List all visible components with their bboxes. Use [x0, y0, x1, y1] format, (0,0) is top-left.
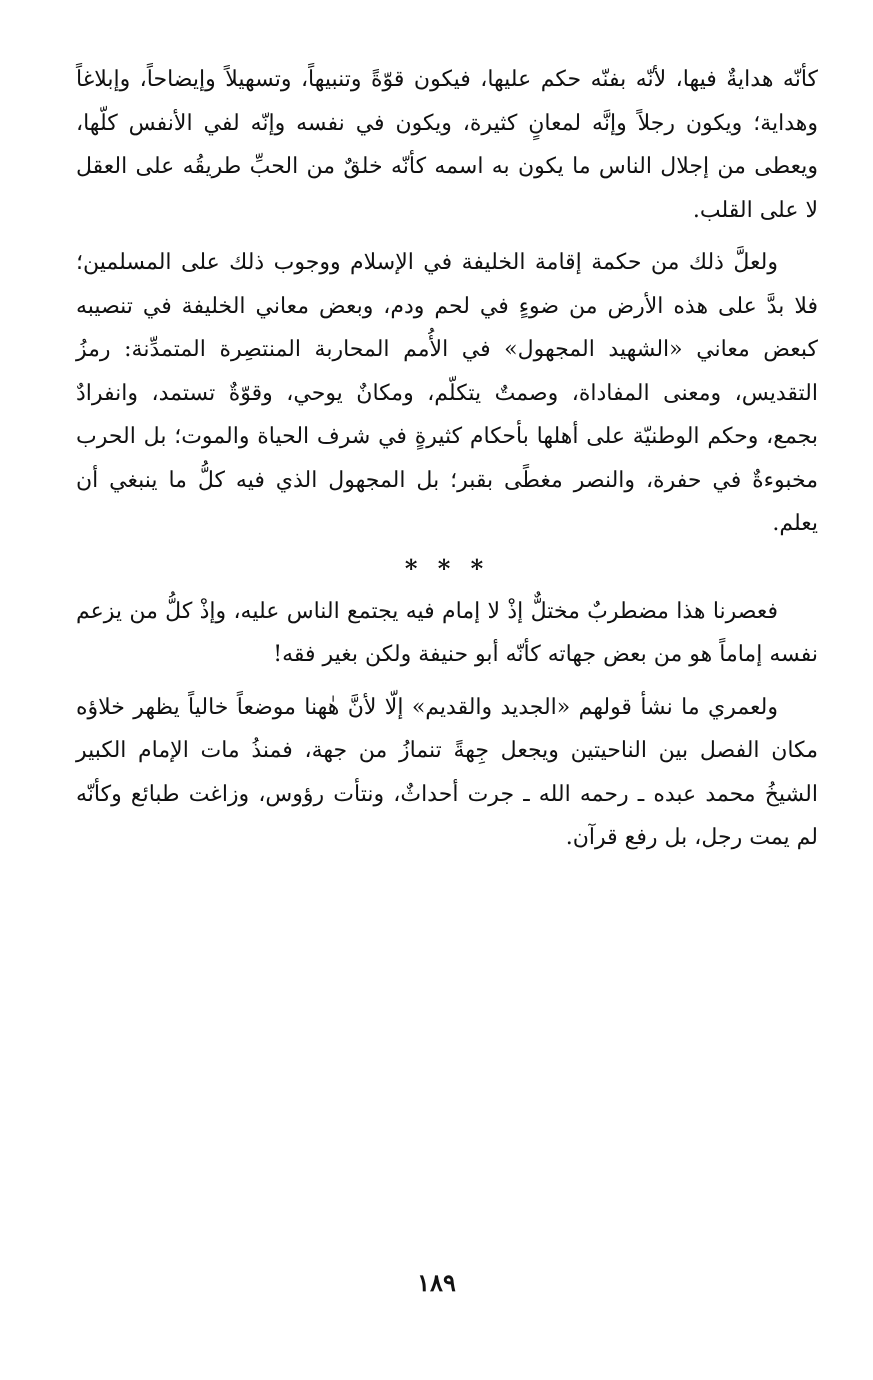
- paragraph-3: فعصرنا هذا مضطربٌ مختلٌّ إذْ لا إمام فيه يجتمع الناس عليه، وإذْ كلُّ من يزعم نفسه إماماً هو من بعض جهاته كأنّه أبو حنيفة ولكن بغير فقه!: [76, 598, 818, 667]
- paragraph-1: كأنّه هدايةٌ فيها، لأنّه بفنّه حكم عليها، فيكون قوّةً وتنبيهاً، وتسهيلاً وإيضاحاً، وإبلاغاً وهداية؛ ويكون رجلاً وإنَّه لمعانٍ كثيرة، ويكون في نفسه وإنّه لفي الأنفس كلّها، ويعطى من إجلال الناس ما يكون به اسمه كأنّه خلقٌ من الحبِّ طريقُه على العقل لا على القلب.: [76, 67, 818, 223]
- body-text: [76, 58, 818, 860]
- paragraph-4: ولعمري ما نشأ قولهم «الجديد والقديم» إلّا لأنَّ هٰهنا موضعاً خالياً يظهر خلاؤه مكان الفصل بين الناحيتين ويجعل جِهةً تنمازُ من جهة، فمنذُ مات الإمام الكبير الشيخُ محمد عبده ـ رحمه الله ـ جرت أحداثٌ، ونتأت رؤوس، وزاغت طبائع وكأنّه لم يمت رجل، بل رفع قرآن.: [76, 694, 818, 850]
- paragraph-2: ولعلَّ ذلك من حكمة إقامة الخليفة في الإسلام ووجوب ذلك على المسلمين؛ فلا بدَّ على هذه الأرض من ضوءٍ في لحم ودم، وبعض معاني الخليفة في تنصيبه كبعض معاني «الشهيد المجهول» في الأُمم المحاربة المنتصِرة المتمدِّنة: رمزُ التقديس، ومعنى المفاداة، وصمتٌ يتكلّم، ومكانٌ يوحي، وقوّةٌ تستمد، وانفرادٌ بجمع، وحكم الوطنيّة على أهلها بأحكام كثيرةٍ في شرف الحياة والموت؛ بل الحرب مخبوءةٌ في حفرة، والنصر مغطًى بقبر؛ بل المجهول الذي فيه كلُّ ما ينبغي أن يعلم.: [76, 250, 818, 536]
- page-number: ١٨٩: [417, 1268, 456, 1297]
- section-separator: * * *: [404, 553, 490, 583]
